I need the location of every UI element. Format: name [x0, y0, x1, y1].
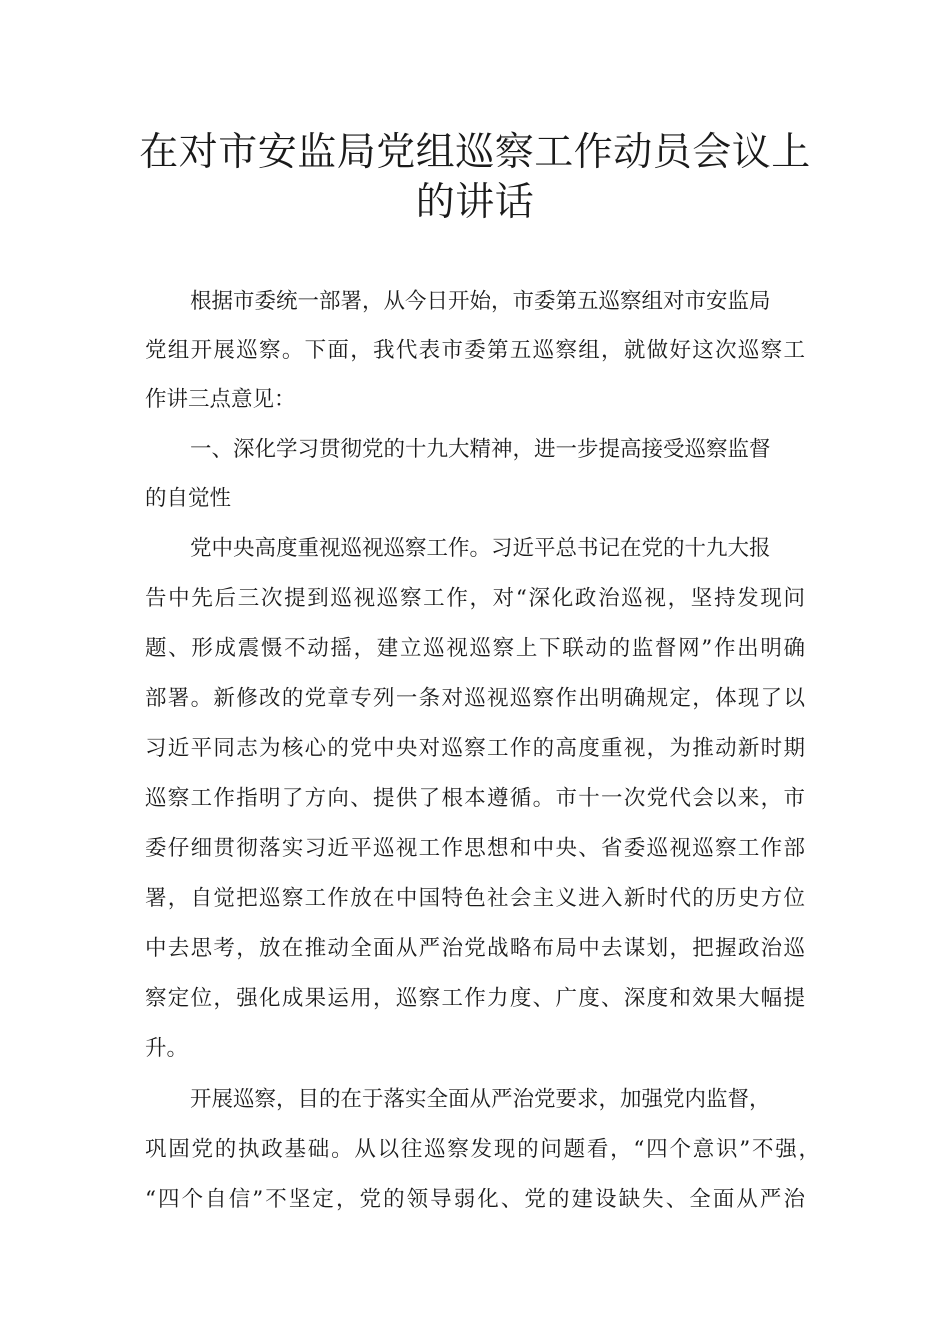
section-heading-line-2: 的自觉性 [145, 486, 232, 511]
text-line-1: 根据市委统一部署，从今日开始，市委第五巡察组对市安监局 [190, 289, 771, 314]
document-title [120, 128, 830, 228]
text-line-11: 巡察工作指明了方向、提供了根本遵循。市十一次党代会以来，市 [145, 786, 805, 811]
section-heading-line-1: 一、深化学习贯彻党的十九大精神，进一步提高接受巡察监督 [190, 437, 771, 462]
text-line-12: 委仔细贯彻落实习近平巡视工作思想和中央、省委巡视巡察工作部 [145, 836, 805, 861]
text-line-3: 作讲三点意见： [145, 387, 296, 412]
text-line-14: 中去思考，放在推动全面从严治党战略布局中去谋划，把握政治巡 [145, 936, 805, 961]
text-line-6: 党中央高度重视巡视巡察工作。习近平总书记在党的十九大报 [190, 536, 771, 561]
text-line-19: “四个自信”不坚定，党的领导弱化、党的建设缺失、全面从严治 [145, 1187, 805, 1212]
text-line-8: 题、形成震慑不动摇，建立巡视巡察上下联动的监督网”作出明确 [145, 636, 805, 661]
text-line-17: 开展巡察，目的在于落实全面从严治党要求，加强党内监督， [190, 1087, 771, 1112]
text-line-9: 部署。新修改的党章专列一条对巡视巡察作出明确规定，体现了以 [145, 686, 805, 711]
text-line-13: 署，自觉把巡察工作放在中国特色社会主义进入新时代的历史方位 [145, 886, 805, 911]
title-line-1: 在对市安监局党组巡察工作动员会议上 [139, 130, 811, 175]
text-line-18: 巩固党的执政基础。从以往巡察发现的问题看，“四个意识”不强， [145, 1137, 820, 1162]
text-line-7: 告中先后三次提到巡视巡察工作，对“深化政治巡视，坚持发现问 [145, 586, 805, 611]
text-line-2: 党组开展巡察。下面，我代表市委第五巡察组，就做好这次巡察工 [145, 338, 805, 363]
text-line-15: 察定位，强化成果运用，巡察工作力度、广度、深度和效果大幅提 [145, 986, 805, 1011]
text-line-16: 升。 [145, 1036, 189, 1061]
text-line-10: 习近平同志为核心的党中央对巡察工作的高度重视，为推动新时期 [145, 736, 805, 761]
title-line-2: 的讲话 [415, 180, 535, 225]
